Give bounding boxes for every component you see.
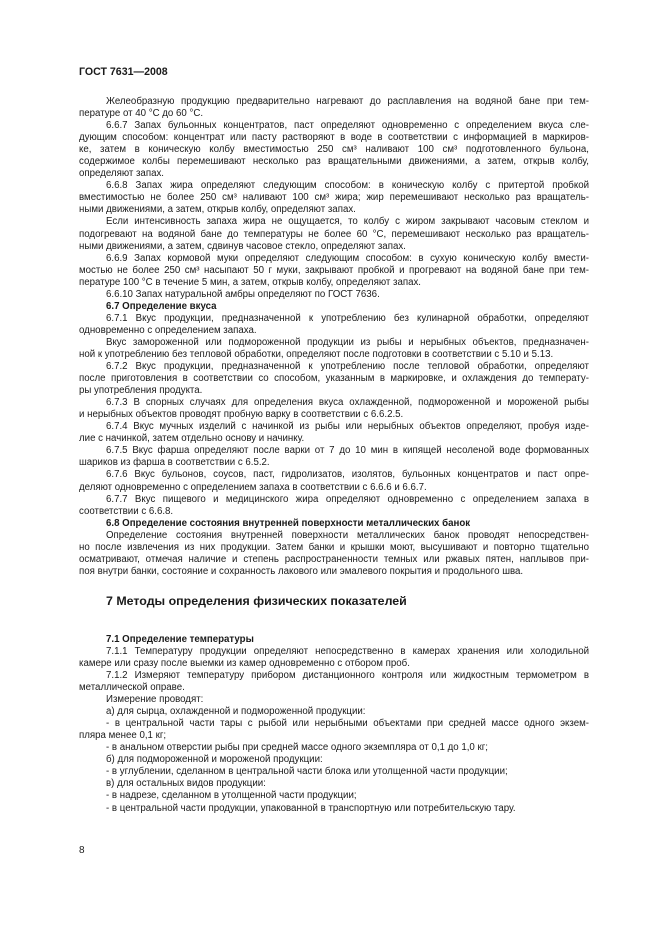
paragraph [79, 445, 589, 469]
text-line: Желеобразную продукцию предварительно нагревают до расплавления на водяной бане при тем- [106, 96, 589, 107]
text-line: 6.6.9 Запах кормовой муки определяют следующим способом: в сухую коническую колбу вмести- [106, 252, 589, 264]
paragraph [79, 803, 589, 815]
text-line: 6.7.4 Вкус мучных изделий с начинкой из рыбы или нерыбных объектов определяют, пробуя изде- [106, 421, 589, 433]
text-line: в) для остальных видов продукции: [106, 778, 266, 790]
paragraph [79, 530, 589, 578]
text-line: - в анальном отверстии рыбы при средней массе одного экземпляра от 0,1 до 1,0 кг; [106, 742, 488, 754]
subheading: 6.8 Определение состояния внутренней поверхности металлических банок [106, 517, 471, 529]
text-line: Измерение проводят: [106, 694, 204, 706]
text-line: - в надрезе, сделанном в утолщенной части продукции; [106, 790, 357, 802]
text-line: ными движениями, а затем, открыв колбу, определяют запах. [79, 204, 356, 216]
paragraph [79, 742, 589, 754]
text-line: - в центральной части продукции, упакованной в транспортную или потребительскую тару. [106, 802, 516, 814]
text-line: металлической оправе. [79, 682, 185, 694]
text-line: мостью не более 250 см³ насыпают 50 г муки, закрывают пробкой и прогревают на водяной бане при тем- [79, 264, 589, 276]
text-line: одновременно с определением запаха. [79, 324, 257, 336]
text-line: 6.6.7 Запах бульонных концентратов, паст определяют одновременно с определением вкуса сле- [106, 120, 589, 132]
text-line: 6.7.7 Вкус пищевого и медицинского жира определяют одновременно с определением запаха в [106, 493, 589, 505]
section-heading: 7 Методы определения физических показателей [106, 593, 407, 608]
text-line: подогревают на водяной бане до температуры не более 60 °С, перемешивают несколько раз вращатель- [79, 228, 589, 240]
paragraph [79, 120, 589, 180]
paragraph [79, 694, 589, 706]
paragraph [79, 754, 589, 766]
text-line: 7.1.1 Температуру продукции определяют непосредственно в камерах хранения или холодильной [106, 645, 589, 657]
subheading-block [79, 518, 589, 530]
text-line: пературе от 40 °С до 60 °С. [79, 108, 204, 120]
text-line: ры употребления продукта. [79, 385, 203, 397]
text-line: - в центральной части тары с рыбой или нерыбными объектами при средней массе одного экзем- [106, 718, 589, 730]
text-line: Если интенсивность запаха жира не ощущается, то колбу с жиром закрывают часовым стеклом и [106, 216, 589, 228]
text-line: Определение состояния внутренней поверхности металлических банок проводят непосредствен- [106, 529, 589, 541]
paragraph [79, 337, 589, 361]
paragraph [79, 216, 589, 252]
paragraph [79, 397, 589, 421]
text-line: 6.7.5 Вкус фарша определяют после варки от 7 до 10 мин в кипящей несоленой воде формованных [106, 445, 589, 457]
paragraph [79, 778, 589, 790]
text-line: пляра менее 0,1 кг; [79, 730, 167, 742]
text-line: 6.7.3 В спорных случаях для определения вкуса охлажденной, подмороженной и мороженой рыбы [106, 397, 589, 409]
paragraph [79, 494, 589, 518]
text-line: Вкус замороженной или подмороженной продукции из рыбы и нерыбных объектов, предназначен- [106, 336, 589, 348]
text-line: ными движениями, а затем, сдвинув часовое стекло, определяют запах. [79, 240, 406, 252]
text-line: соответствии с 6.6.8. [79, 505, 174, 517]
subheading-block [79, 634, 589, 646]
document-body [79, 96, 589, 815]
paragraph [79, 469, 589, 493]
text-line: - в углублении, сделанном в центральной части блока или утолщенной части продукции; [106, 766, 508, 778]
text-line: деляют одновременно с определением запаха в соответствии с 6.6.6 и 6.6.7. [79, 481, 427, 493]
paragraph [79, 289, 589, 301]
text-line: и нерыбных объектов проводят пробную варку в соответствии с 6.6.2.5. [79, 409, 404, 421]
paragraph [79, 646, 589, 670]
text-line: 6.7.1 Вкус продукции, предназначенной к употреблению без кулинарной обработки, определяют [106, 312, 589, 324]
paragraph [79, 670, 589, 694]
text-line: после приготовления в соответствии со способом, указанным в маркировке, и охлаждения до температу- [79, 373, 589, 385]
paragraph [79, 253, 589, 289]
text-line: камере или сразу после выемки из камер одновременно с отбором проб. [79, 657, 410, 669]
text-line: поя внутри банки, состояние и сохранность лакового или эмалевого покрытия и продольного шва. [79, 565, 524, 577]
text-line: осматривают, отмечая наличие и степень распространенности темных или ржавых пятен, наплывов при- [79, 553, 589, 565]
text-line: 7.1.2 Измеряют температуру прибором дистанционного контроля или жидкостным термометром в [106, 670, 589, 682]
text-line: шариков из фарша в соответствии с 6.5.2. [79, 457, 270, 469]
text-line: 6.6.10 Запах натуральной амбры определяют по ГОСТ 7636. [106, 288, 380, 300]
page-number: 8 [79, 845, 85, 856]
paragraph [79, 706, 589, 718]
text-line: 6.7.2 Вкус продукции, предназначенной к употреблению после тепловой обработки, определяют [106, 361, 589, 373]
text-line: а) для сырца, охлажденной и подмороженной продукции: [106, 706, 366, 718]
text-line: определяют запах. [79, 168, 164, 180]
text-line: б) для подмороженной и мороженой продукции: [106, 754, 323, 766]
text-line: 6.6.8 Запах жира определяют следующим способом: в коническую колбу с притертой пробкой [106, 180, 589, 192]
paragraph [79, 313, 589, 337]
paragraph [79, 718, 589, 742]
paragraph [79, 790, 589, 802]
text-line: 6.7.6 Вкус бульонов, соусов, паст, гидролизатов, изолятов, бульонных концентратов и паст опре- [106, 469, 589, 481]
text-line: содержимое колбы перемешивают несколько раз вращательными движениями, а затем, открыв колбу, [79, 156, 589, 168]
paragraph [79, 766, 589, 778]
text-line: но после извлечения из них продукции. Затем банки и крышки моют, высушивают и повторно тщательно [79, 541, 589, 553]
text-line: ной к употреблению без тепловой обработки, определяют после подготовки в соответствии с 5.10 и 5.13. [79, 348, 554, 360]
text-line: дующим способом: концентрат или пасту растворяют в воде в соответствии с информацией в маркиров- [79, 132, 589, 144]
subheading-block [79, 301, 589, 313]
section-heading-block [79, 594, 589, 608]
text-line: вместимостью не более 250 см³ наливают 100 см³ жира; жир перемешивают несколько раз вращатель- [79, 192, 589, 204]
paragraph [79, 180, 589, 216]
paragraph [79, 421, 589, 445]
text-line: пературе 100 °С в течение 5 мин, а затем, открыв колбу, определяют запах. [79, 276, 422, 288]
paragraph [79, 96, 589, 120]
subheading: 7.1 Определение температуры [106, 633, 254, 645]
document-header: ГОСТ 7631—2008 [79, 66, 168, 78]
paragraph [79, 361, 589, 397]
subheading: 6.7 Определение вкуса [106, 300, 217, 312]
text-line: лие с начинкой, затем отдельно основу и начинку. [79, 433, 305, 445]
text-line: ке, затем в коническую колбу вместимостью 250 см³ наливают 100 см³ подготовленного бульона, [79, 144, 589, 156]
